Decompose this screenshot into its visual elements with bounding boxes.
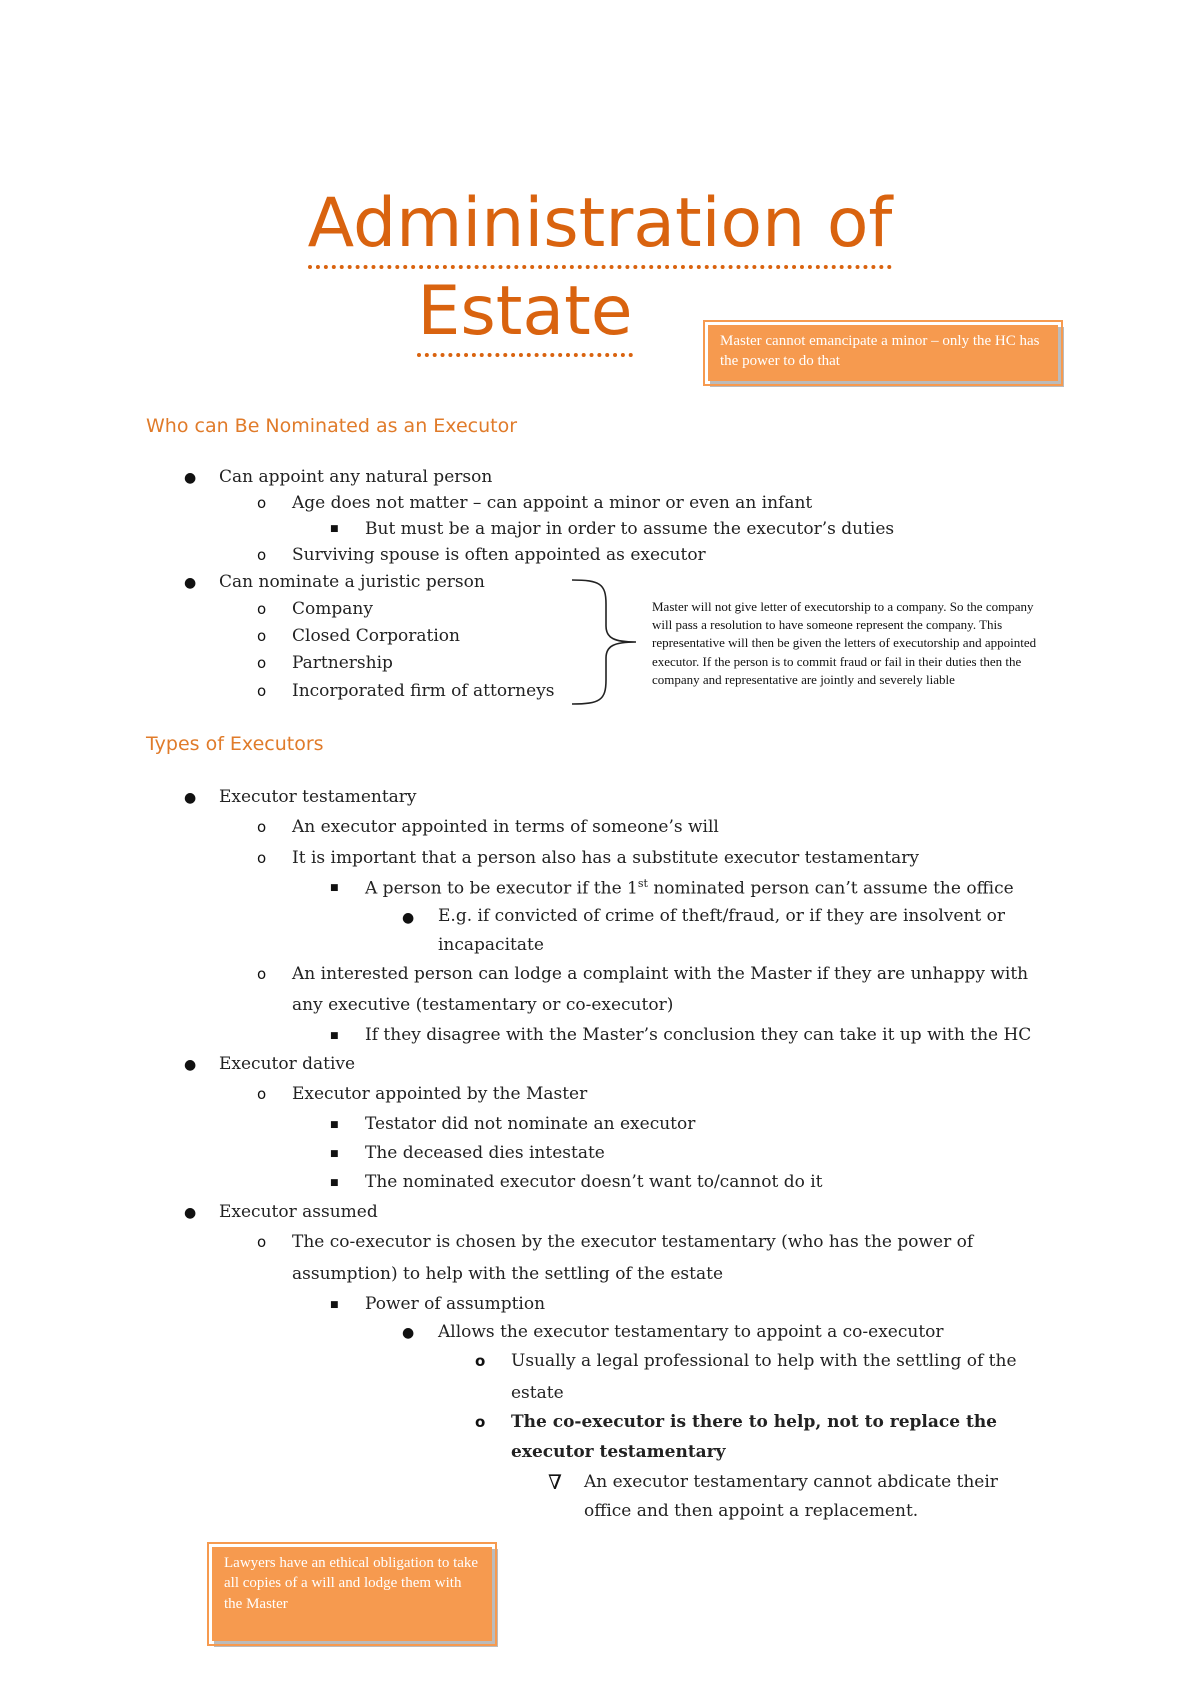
list-item: It is important that a person also has a substitute executor testamentary bbox=[292, 848, 920, 868]
list-item: Can appoint any natural person bbox=[219, 467, 493, 487]
list-item: Executor dative bbox=[219, 1054, 356, 1074]
bullet-disc-icon: ● bbox=[184, 790, 197, 806]
list-item: The nominated executor doesn’t want to/cannot do it bbox=[365, 1172, 823, 1192]
nabla-bullet-icon: ∇ bbox=[548, 1470, 562, 1494]
bullet-circle-icon: o bbox=[257, 965, 267, 983]
list-item: Partnership bbox=[292, 653, 393, 673]
list-item: Surviving spouse is often appointed as executor bbox=[292, 545, 706, 565]
list-item: An executor appointed in terms of someone’s will bbox=[292, 817, 719, 837]
bullet-circle-icon: o bbox=[257, 600, 267, 618]
bullet-circle-icon: o bbox=[257, 546, 267, 564]
callout-lawyers-ethics: Lawyers have an ethical obligation to take all copies of a will and lodge them with the Master bbox=[212, 1547, 492, 1641]
callout-master-minor: Master cannot emancipate a minor – only the HC has the power to do that bbox=[708, 325, 1058, 381]
list-item: A person to be executor if the 1st nominated person can’t assume the office bbox=[365, 877, 1014, 899]
list-item-continuation: estate bbox=[511, 1383, 564, 1403]
list-item-continuation: incapacitate bbox=[438, 935, 544, 955]
bullet-disc-icon: ● bbox=[402, 910, 415, 926]
list-item: Can nominate a juristic person bbox=[219, 572, 485, 592]
bullet-circle-icon: o bbox=[257, 654, 267, 672]
list-item: Executor appointed by the Master bbox=[292, 1084, 588, 1104]
list-item: Company bbox=[292, 599, 373, 619]
list-item: Executor assumed bbox=[219, 1202, 378, 1222]
list-item: An executor testamentary cannot abdicate their bbox=[584, 1472, 998, 1492]
curly-brace-icon bbox=[570, 578, 640, 706]
bullet-square-icon: ■ bbox=[330, 883, 339, 893]
list-item: Executor testamentary bbox=[219, 787, 417, 807]
bullet-circle-icon: o bbox=[257, 627, 267, 645]
list-item: An interested person can lodge a complaint with the Master if they are unhappy with bbox=[292, 964, 1029, 984]
list-item: But must be a major in order to assume the executor’s duties bbox=[365, 519, 895, 539]
list-item: Allows the executor testamentary to appoint a co-executor bbox=[438, 1322, 944, 1342]
list-item-continuation: assumption) to help with the settling of the estate bbox=[292, 1264, 724, 1284]
heading-types-of-executors: Types of Executors bbox=[146, 733, 324, 755]
list-item-bold-continuation: executor testamentary bbox=[511, 1442, 726, 1462]
list-item: Closed Corporation bbox=[292, 626, 460, 646]
bullet-circle-icon: o bbox=[257, 818, 267, 836]
bullet-square-icon: ■ bbox=[330, 1031, 339, 1041]
bullet-square-icon: ■ bbox=[330, 1149, 339, 1159]
list-item-bold: The co-executor is there to help, not to replace the bbox=[511, 1412, 997, 1432]
list-item: The deceased dies intestate bbox=[365, 1143, 605, 1163]
bullet-circle-icon: o bbox=[475, 1413, 486, 1431]
list-item: The co-executor is chosen by the executor testamentary (who has the power of bbox=[292, 1232, 974, 1252]
list-item: E.g. if convicted of crime of theft/fraud, or if they are insolvent or bbox=[438, 906, 1005, 926]
bullet-disc-icon: ● bbox=[184, 470, 197, 486]
bullet-circle-icon: o bbox=[257, 682, 267, 700]
bullet-circle-icon: o bbox=[257, 494, 267, 512]
bullet-square-icon: ■ bbox=[330, 1300, 339, 1310]
bullet-disc-icon: ● bbox=[184, 575, 197, 591]
bullet-circle-icon: o bbox=[475, 1352, 486, 1370]
list-item-continuation: any executive (testamentary or co-executor) bbox=[292, 995, 674, 1015]
list-item: Usually a legal professional to help with the settling of the bbox=[511, 1351, 1017, 1371]
page-title: Administration of bbox=[0, 190, 1200, 258]
bullet-square-icon: ■ bbox=[330, 1120, 339, 1130]
list-item: If they disagree with the Master’s conclusion they can take it up with the HC bbox=[365, 1025, 1032, 1045]
bullet-square-icon: ■ bbox=[330, 1178, 339, 1188]
page-title-line2: Estate bbox=[0, 278, 1125, 346]
list-item-continuation: office and then appoint a replacement. bbox=[584, 1501, 919, 1521]
list-item: Incorporated firm of attorneys bbox=[292, 681, 555, 701]
bullet-circle-icon: o bbox=[257, 1085, 267, 1103]
bullet-disc-icon: ● bbox=[402, 1325, 415, 1341]
list-item: Testator did not nominate an executor bbox=[365, 1114, 696, 1134]
bullet-disc-icon: ● bbox=[184, 1205, 197, 1221]
bullet-circle-icon: o bbox=[257, 849, 267, 867]
bullet-disc-icon: ● bbox=[184, 1057, 197, 1073]
heading-who-can-be-nominated: Who can Be Nominated as an Executor bbox=[146, 415, 518, 437]
bullet-square-icon: ■ bbox=[330, 524, 339, 534]
note-company-executorship: Master will not give letter of executorship to a company. So the company will pass a resolution to have someone represent the company. This representative will then be given the letters of executorship and appointed executor. If the person is to commit fraud or fail in their duties then the company and representative are jointly and severely liable bbox=[652, 599, 1037, 687]
bullet-circle-icon: o bbox=[257, 1233, 267, 1251]
list-item: Power of assumption bbox=[365, 1294, 546, 1314]
list-item: Age does not matter – can appoint a minor or even an infant bbox=[292, 493, 813, 513]
